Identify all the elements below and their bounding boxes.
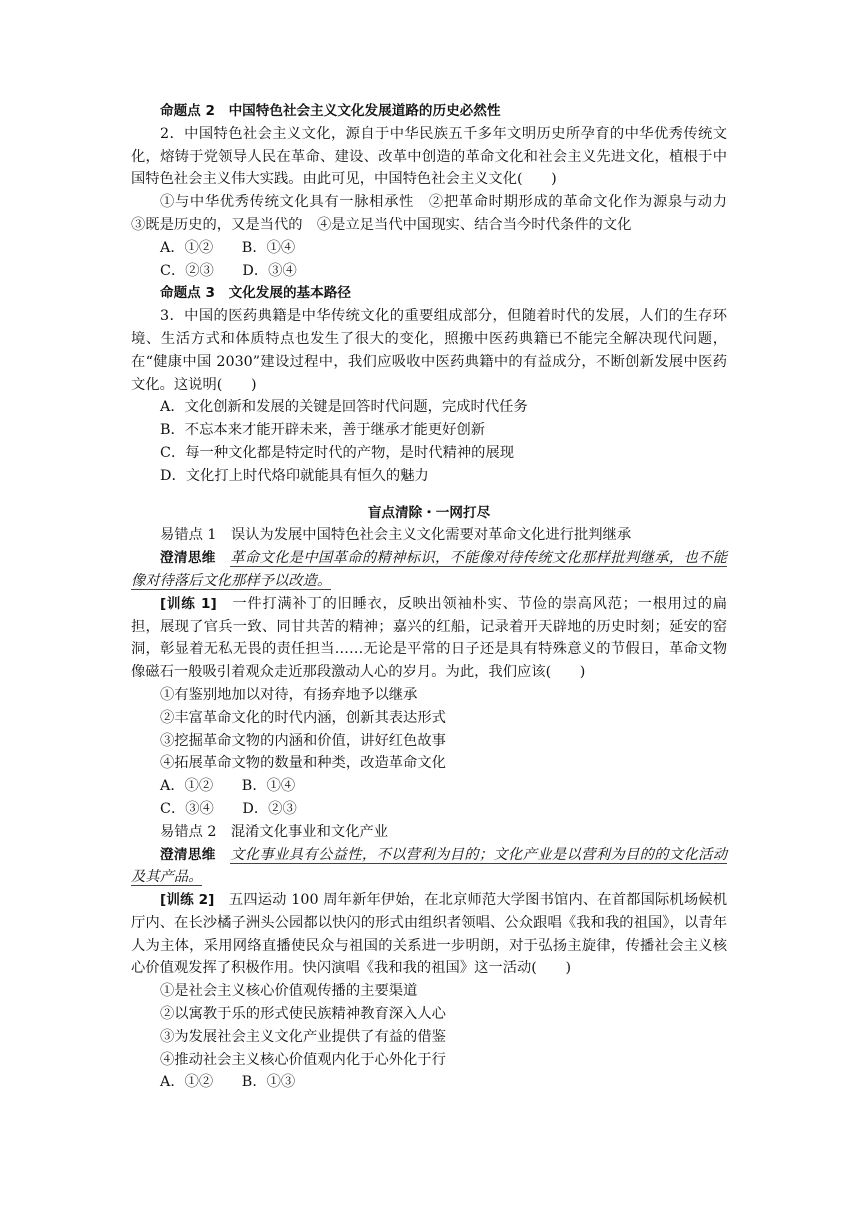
training-1-statement-2: ②丰富革命文化的时代内涵，创新其表达形式 bbox=[160, 709, 446, 726]
training-2-statement-1: ①是社会主义核心价值观传播的主要渠道 bbox=[160, 983, 418, 1000]
question-2-stem: 2．中国特色社会主义文化，源自于中华民族五千多年文明历史所孕育的中华优秀传统文化，熔铸于党领导人民在革命、建设、改革中创造的革命文化和社会主义先进文化，植根于中国特色社会主义伟大实践。由此可见，中国特色社会主义文化( ) bbox=[131, 125, 727, 188]
question-3-option-a: A．文化创新和发展的关键是回答时代问题，完成时代任务 bbox=[160, 399, 528, 416]
blindspot-title: 盲点清除・一网打尽 bbox=[367, 504, 491, 521]
clarify-label: 澄清思维 bbox=[160, 846, 216, 863]
question-2-options-ab: A．①② B．①④ bbox=[160, 239, 296, 256]
question-2-options-cd: C．②③ D．③④ bbox=[160, 262, 297, 279]
training-1-stem bbox=[131, 593, 727, 684]
error-point-1-clarify bbox=[131, 547, 727, 593]
training-2-options-ab: A．①② B．①③ bbox=[160, 1074, 296, 1091]
training-2-statement-3: ③为发展社会主义文化产业提供了有益的借鉴 bbox=[160, 1028, 446, 1045]
document-page bbox=[131, 100, 742, 1094]
clarify-label: 澄清思维 bbox=[160, 550, 216, 567]
clarify-text: 文化事业具有公益性，不以营利为目的；文化产业是以营利为目的的文化活动及其产品。 bbox=[131, 846, 728, 886]
question-3-option-b: B．不忘本来才能开辟未来，善于继承才能更好创新 bbox=[160, 422, 486, 439]
training-2-statement-2: ②以寓教于乐的形式使民族精神教育深入人心 bbox=[160, 1006, 446, 1023]
training-1-statement-3: ③挖掘革命文物的内涵和价值，讲好红色故事 bbox=[160, 732, 446, 749]
section-heading-3: 命题点 3 文化发展的基本路径 bbox=[160, 285, 351, 302]
error-point-2-clarify bbox=[131, 844, 727, 890]
question-3-option-c: C．每一种文化都是特定时代的产物，是时代精神的展现 bbox=[160, 444, 515, 461]
error-point-2-title: 易错点 2 混淆文化事业和文化产业 bbox=[160, 823, 389, 840]
training-1-options-ab: A．①② B．①④ bbox=[160, 778, 296, 795]
section-heading-2: 命题点 2 中国特色社会主义文化发展道路的历史必然性 bbox=[160, 103, 501, 119]
question-2-statements: ①与中华优秀传统文化具有一脉相承性 ②把革命时期形成的革命文化作为源泉与动力 ③既是历史的，又是当代的 ④是立足当代中国现实、结合当今时代条件的文化 bbox=[131, 194, 742, 233]
training-2-stem bbox=[131, 889, 727, 980]
question-3-option-d: D．文化打上时代烙印就能具有恒久的魅力 bbox=[160, 467, 429, 484]
training-1-statement-4: ④拓展革命文物的数量和种类，改造革命文化 bbox=[160, 755, 446, 772]
question-3-stem: 3．中国的医药典籍是中华传统文化的重要组成部分，但随着时代的发展，人们的生存环境、生活方式和体质特点也发生了很大的变化，照搬中医药典籍已不能完全解决现代问题，在“健康中国 2030”建设过程中，我们应吸收中医药典籍中的有益成分，不断创新发展中医药文化。这说明( ) bbox=[131, 308, 727, 393]
training-2-statement-4: ④推动社会主义核心价值观内化于心外化于行 bbox=[160, 1051, 446, 1068]
error-point-1-title: 易错点 1 误认为发展中国特色社会主义文化需要对革命文化进行批判继承 bbox=[160, 527, 632, 544]
clarify-text: 革命文化是中国革命的精神标识，不能像对待传统文化那样批判继承，也不能像对待落后文化那样予以改造。 bbox=[131, 550, 728, 589]
training-tag: [训练 1] bbox=[160, 595, 217, 612]
training-1-statement-1: ①有鉴别地加以对待，有扬弃地予以继承 bbox=[160, 686, 418, 703]
training-text: 五四运动 100 周年新年伊始，在北京师范大学图书馆内、在首都国际机场候机厅内、在长沙橘子洲头公园都以快闪的形式由组织者领唱、公众跟唱《我和我的祖国》，以青年人为主体，采用网络直播使民众与祖国的关系进一步明朗，对于弘扬主旋律，传播社会主义核心价值观发挥了积极作用。快闪演唱《我和我的祖国》这一活动( ) bbox=[131, 892, 728, 977]
training-text: 一件打满补丁的旧睡衣，反映出领袖朴实、节俭的崇高风范；一根用过的扁担，展现了官兵一致、同甘共苦的精神；嘉兴的红船，记录着开天辟地的历史时刻；延安的窑洞，彰显着无私无畏的责任担当……无论是平常的日子还是具有特殊意义的节假日，革命文物像磁石一般吸引着观众走近那段激动人心的岁月。为此，我们应该( ) bbox=[131, 595, 727, 681]
training-tag: [训练 2] bbox=[160, 892, 215, 909]
training-1-options-cd: C．③④ D．②③ bbox=[160, 800, 297, 817]
